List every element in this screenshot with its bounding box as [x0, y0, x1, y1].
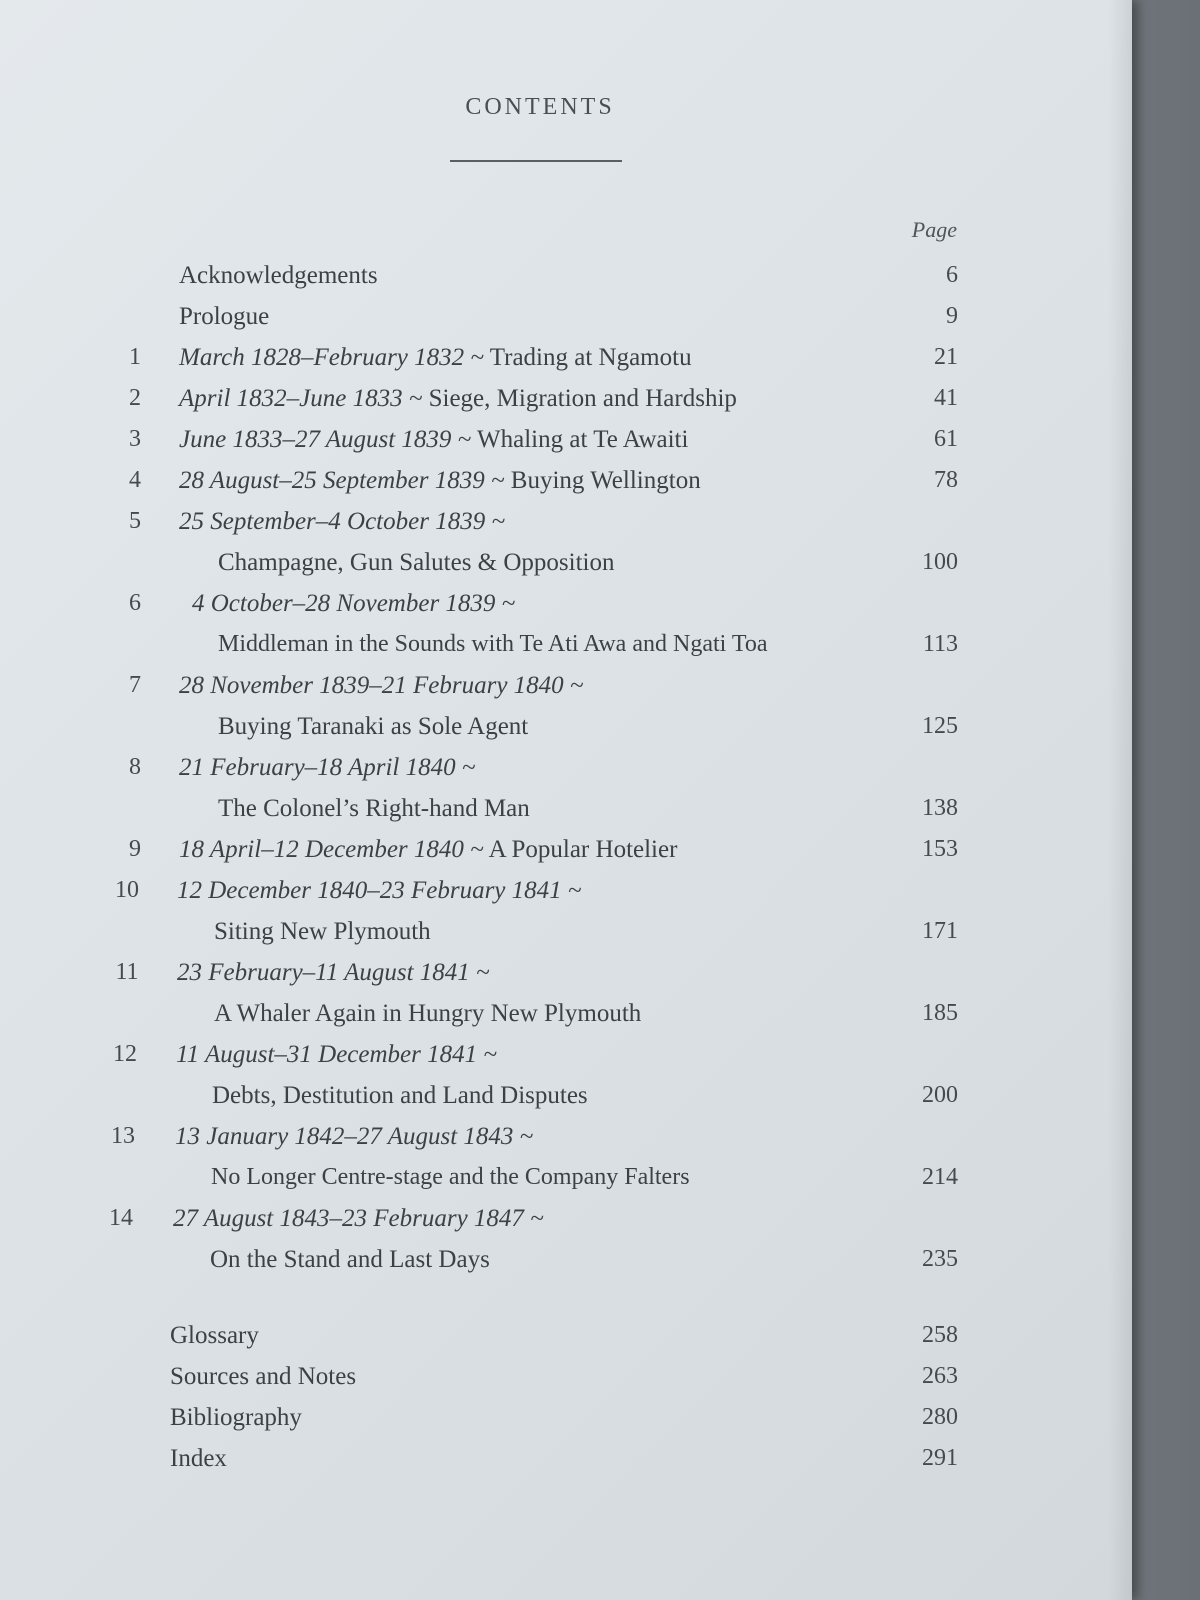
chapter-dates: 13 January 1842–27 August 1843 ~ [175, 1123, 534, 1150]
chapter-dates: 18 April–12 December 1840 ~ [179, 836, 484, 863]
chapter-dates: 12 December 1840–23 February 1841 ~ [177, 877, 582, 904]
chapter-number: 9 [129, 836, 141, 862]
toc-entry-chapter-12-title [212, 1082, 588, 1118]
chapter-title: Champagne, Gun Salutes & Opposition [218, 549, 615, 576]
chapter-dates: 21 February–18 April 1840 ~ [179, 754, 476, 781]
chapter-title: Debts, Destitution and Land Disputes [212, 1082, 588, 1109]
entry-title: Glossary [170, 1322, 259, 1349]
chapter-number: 8 [129, 754, 141, 780]
chapter-dates: 28 August–25 September 1839 ~ [179, 467, 505, 494]
page-edge-shadow [1108, 0, 1132, 1600]
heading-rule [450, 160, 622, 162]
chapter-number: 10 [115, 877, 139, 903]
entry-page-number: 113 [922, 631, 958, 657]
toc-entry-chapter-11-dates [177, 959, 490, 995]
chapter-title: Buying Wellington [510, 467, 701, 494]
entry-page-number: 280 [922, 1404, 958, 1430]
toc-entry-bibliography [170, 1404, 302, 1440]
toc-entry-glossary [170, 1322, 259, 1358]
entry-page-number: 100 [922, 549, 958, 575]
chapter-title: Trading at Ngamotu [489, 344, 692, 371]
toc-entry-chapter-8-title [218, 795, 530, 831]
toc-entry-chapter-7-dates [179, 672, 583, 708]
toc-entry-chapter-13-dates [175, 1123, 533, 1159]
chapter-dates: June 1833–27 August 1839 ~ [179, 426, 472, 453]
chapter-dates: 23 February–11 August 1841 ~ [177, 959, 490, 986]
chapter-dates: 25 September–4 October 1839 ~ [179, 508, 505, 535]
toc-entry-chapter-10-dates [177, 877, 581, 913]
chapter-number: 12 [113, 1041, 137, 1067]
page-column-label: Page [911, 217, 957, 242]
toc-entry-chapter-1 [179, 344, 692, 380]
entry-page-number: 41 [934, 385, 958, 411]
chapter-title: No Longer Centre-stage and the Company Falters [211, 1164, 690, 1190]
toc-entry-chapter-14-dates [173, 1205, 544, 1241]
entry-page-number: 21 [934, 344, 958, 370]
contents-heading: CONTENTS [465, 94, 615, 120]
toc-entry-index [170, 1445, 227, 1481]
entry-page-number: 291 [922, 1445, 958, 1471]
entry-page-number: 153 [922, 836, 958, 862]
chapter-title: Siting New Plymouth [214, 918, 431, 945]
toc-entry-chapter-5-dates [179, 508, 505, 544]
entry-page-number: 78 [934, 467, 958, 493]
toc-entry-chapter-9 [179, 836, 677, 872]
entry-page-number: 138 [922, 795, 958, 821]
chapter-title: Middleman in the Sounds with Te Ati Awa and Ngati Toa [218, 631, 768, 657]
chapter-number: 13 [111, 1123, 135, 1149]
entry-title: Bibliography [170, 1404, 302, 1431]
entry-page-number: 235 [922, 1246, 958, 1272]
entry-page-number: 61 [934, 426, 958, 452]
entry-page-number: 125 [922, 713, 958, 739]
toc-entry-chapter-12-dates [176, 1041, 497, 1077]
chapter-title: On the Stand and Last Days [210, 1246, 490, 1273]
toc-entry-chapter-3 [179, 426, 688, 462]
chapter-number: 7 [129, 672, 141, 698]
entry-page-number: 185 [922, 1000, 958, 1026]
toc-entry-chapter-13-title [211, 1164, 690, 1200]
chapter-title: Siege, Migration and Hardship [428, 385, 737, 412]
entry-page-number: 171 [922, 918, 958, 944]
toc-entry-chapter-2 [179, 385, 737, 421]
entry-title: Prologue [179, 303, 270, 330]
toc-entry-sources-and-notes [170, 1363, 356, 1399]
chapter-number: 4 [129, 467, 141, 493]
entry-title: Acknowledgements [179, 262, 378, 289]
chapter-dates: 28 November 1839–21 February 1840 ~ [179, 672, 584, 699]
chapter-dates: March 1828–February 1832 ~ [179, 344, 484, 371]
chapter-number: 1 [129, 344, 141, 370]
toc-entry-chapter-5-title [218, 549, 615, 585]
entry-title: Index [170, 1445, 227, 1472]
toc-entry-prologue [179, 303, 269, 339]
toc-entry-chapter-8-dates [179, 754, 475, 790]
toc-entry-chapter-4 [179, 467, 701, 503]
toc-entry-chapter-14-title [210, 1246, 490, 1282]
entry-page-number: 9 [946, 303, 958, 329]
chapter-title: A Whaler Again in Hungry New Plymouth [214, 1000, 642, 1027]
entry-page-number: 258 [922, 1322, 958, 1348]
chapter-number: 11 [115, 959, 139, 985]
entry-page-number: 263 [922, 1363, 958, 1389]
entry-page-number: 6 [946, 262, 958, 288]
chapter-dates: 11 August–31 December 1841 ~ [176, 1041, 497, 1068]
toc-entry-chapter-6-dates [192, 590, 515, 626]
chapter-number: 2 [129, 385, 141, 411]
toc-entry-chapter-6-title [218, 631, 768, 667]
entry-page-number: 214 [922, 1164, 958, 1190]
chapter-dates: April 1832–June 1833 ~ [179, 385, 423, 412]
toc-entry-chapter-11-title [214, 1000, 641, 1036]
toc-entry-chapter-10-title [214, 918, 431, 954]
toc-entry-chapter-7-title [218, 713, 528, 749]
chapter-title: Whaling at Te Awaiti [477, 426, 689, 453]
entry-title: Sources and Notes [170, 1363, 357, 1390]
chapter-title: Buying Taranaki as Sole Agent [218, 713, 529, 740]
chapter-dates: 27 August 1843–23 February 1847 ~ [173, 1205, 544, 1232]
chapter-number: 5 [129, 508, 141, 534]
entry-page-number: 200 [922, 1082, 958, 1108]
toc-entry-acknowledgements [179, 262, 378, 298]
chapter-number: 14 [109, 1205, 133, 1231]
chapter-dates: 4 October–28 November 1839 ~ [192, 590, 516, 617]
chapter-number: 6 [129, 590, 141, 616]
chapter-title: The Colonel’s Right-hand Man [218, 795, 530, 822]
chapter-title: A Popular Hotelier [488, 836, 678, 863]
chapter-number: 3 [129, 426, 141, 452]
